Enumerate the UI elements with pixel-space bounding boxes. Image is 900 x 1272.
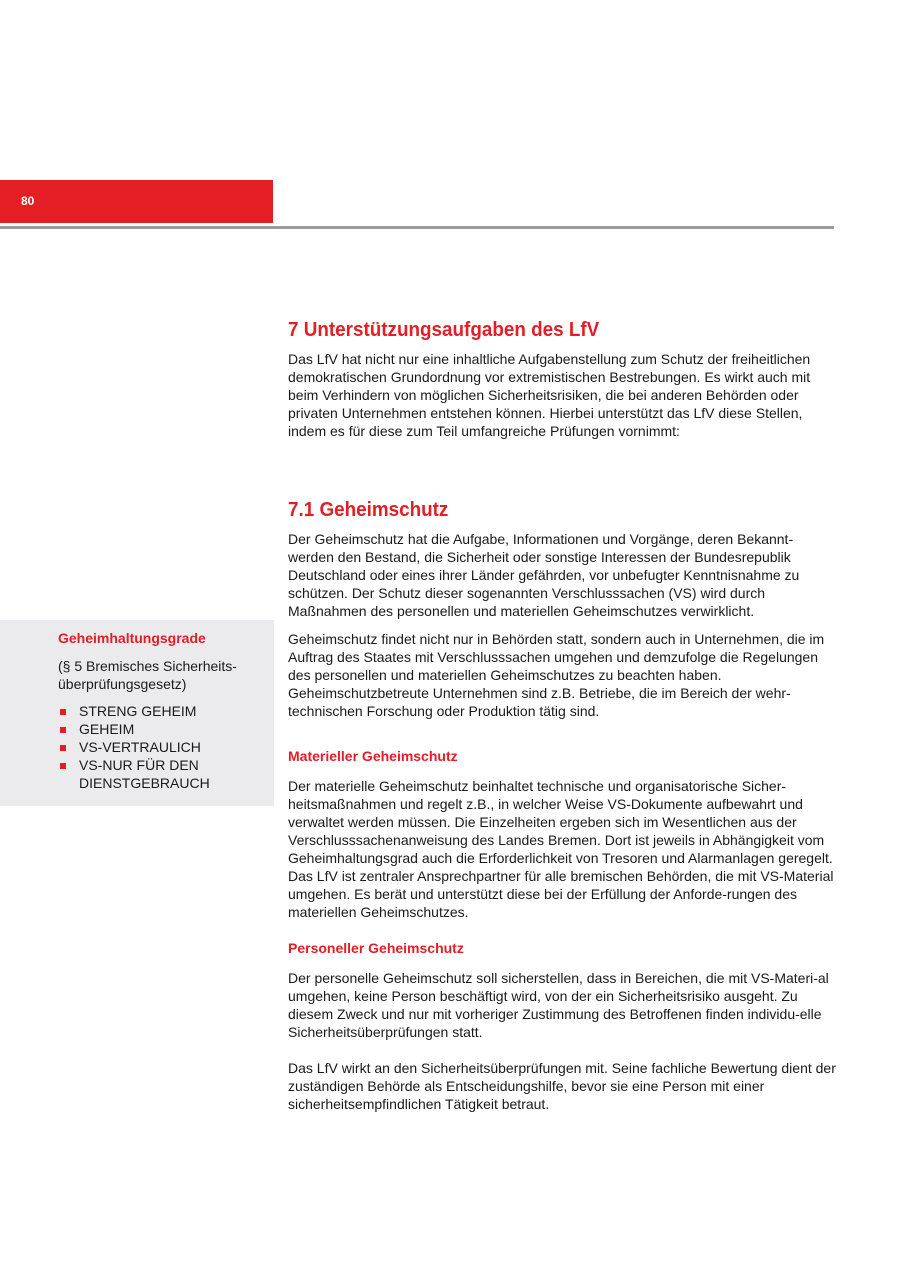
list-item [58,720,272,738]
chapter-heading: 7 Unterstützungsaufgaben des LfV [288,318,600,341]
sidebar-title: Geheimhaltungsgrade [58,630,206,646]
personnel-heading: Personeller Geheimschutz [288,940,464,956]
square-bullet-icon [60,727,66,733]
material-heading: Materieller Geheimschutz [288,748,458,764]
list-item [58,702,272,720]
list-item-label: VS-VERTRAULICH [79,739,201,755]
main-content [288,310,838,1113]
personnel-paragraph-1: Der personelle Geheimschutz soll sicherstellen, dass in Bereichen, die mit VS-Materi-al umgehen, keine Person beschäftigt wird, von der ein Sicherheitsrisiko ausgeht. Zu diesem Zweck und nur mit vorheriger Zustimmung des Betroffenen finden individu-elle Sicherheitsüberprüfungen statt. [288,970,829,1040]
list-item-label: STRENG GEHEIM [79,703,197,719]
sidebar-subtitle: (§ 5 Bremisches Sicherheits-überprüfungsgesetz) [58,658,237,692]
page-number: 80 [21,194,35,208]
list-item [58,738,272,756]
list-item-label: VS-NUR FÜR DEN DIENSTGEBRAUCH [79,757,210,791]
square-bullet-icon [60,763,66,769]
list-item-label: GEHEIM [79,721,135,737]
chapter-intro: Das LfV hat nicht nur eine inhaltliche Aufgabenstellung zum Schutz der freiheitlichen demokratischen Grundordnung vor extremistischen Bestrebungen. Es wirkt auch mit beim Verhindern von möglichen Sicherheitsrisiken, die bei anderen Behörden oder privaten Unternehmen entstehen können. Hierbei unterstützt das LfV diese Stellen, indem es für diese zum Teil umfangreiche Prüfungen vornimmt: [288,351,811,439]
list-item [58,756,272,792]
geheimschutz-paragraph-2: Geheimschutz findet nicht nur in Behörden statt, sondern auch in Unternehmen, die im Auftrag des Staates mit Verschlusssachen umgehen und demzufolge die Regelungen des personellen und materiellen Geheimschutzes zu beachten haben. Geheimschutzbetreute Unternehmen sind z.B. Betriebe, die im Bereich der wehr-technischen Forschung oder Produktion tätig sind. [288,631,825,719]
square-bullet-icon [60,709,66,715]
section-heading: 7.1 Geheimschutz [288,498,449,521]
personnel-paragraph-2: Das LfV wirkt an den Sicherheitsüberprüfungen mit. Seine fachliche Bewertung dient der zuständigen Behörde als Entscheidungshilfe, bevor sie eine Person mit einer sicherheitsempfindlichen Tätigkeit betraut. [288,1060,836,1112]
page-number-bar [0,180,273,223]
geheimschutz-paragraph-1: Der Geheimschutz hat die Aufgabe, Informationen und Vorgänge, deren Bekannt-werden den Bestand, die Sicherheit oder sonstige Interessen der Bundesrepublik Deutschland oder eines ihrer Länder gefährden, vor unbefugter Kenntnisnahme zu schützen. Der Schutz dieser sogenannten Verschlusssachen (VS) wird durch Maßnahmen des personellen und materiellen Geheimschutzes verwirklicht. [288,531,800,619]
material-paragraph: Der materielle Geheimschutz beinhaltet technische und organisatorische Sicher-heitsmaßnahmen und regelt z.B., in welcher Weise VS-Dokumente aufbewahrt und verwaltet werden müssen. Die Einzelheiten ergeben sich im Wesentlichen aus der Verschlusssachenanweisung des Landes Bremen. Dort ist jeweils in Abhängigkeit vom Geheimhaltungsgrad auch die Erforderlichkeit von Tresoren und Alarmanlagen geregelt. Das LfV ist zentraler Ansprechpartner für alle bremischen Behörden, die mit VS-Material umgehen. Es berät und unterstützt diese bei der Erfüllung der Anforde-rungen des materiellen Geheimschutzes. [288,778,834,920]
square-bullet-icon [60,745,66,751]
header-rule [0,226,834,229]
classification-list [58,702,272,792]
